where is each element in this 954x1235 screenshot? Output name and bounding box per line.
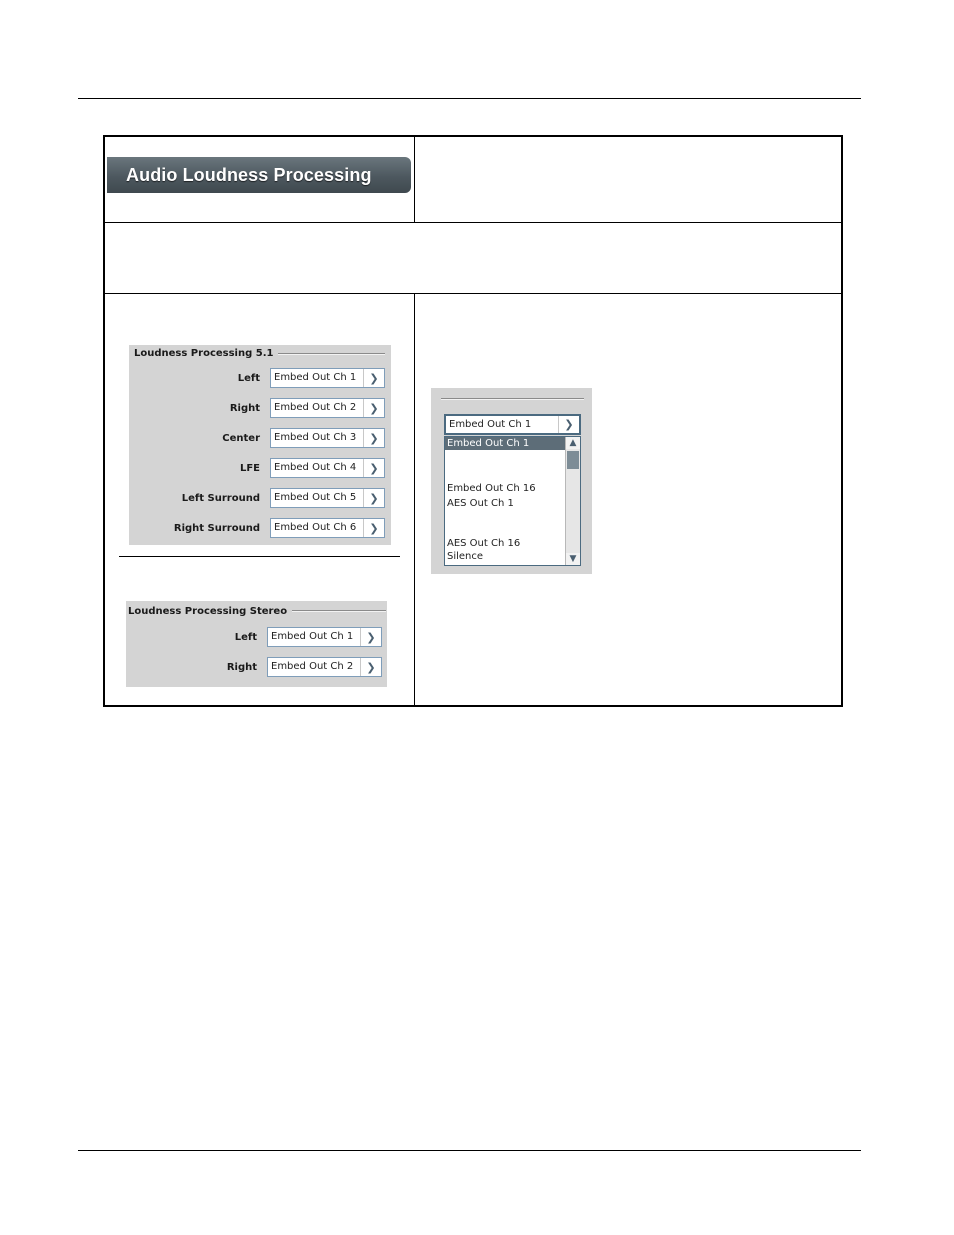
output-channel-select[interactable] <box>444 414 581 435</box>
list-item-selected[interactable]: Embed Out Ch 1 <box>445 437 566 450</box>
table-row-divider <box>105 222 841 223</box>
select-value: Embed Out Ch 2 <box>274 402 357 413</box>
chevron-down-icon[interactable]: ❯ <box>360 658 381 676</box>
function-table <box>103 135 843 707</box>
list-item[interactable]: Silence <box>447 551 484 562</box>
select-value: Embed Out Ch 5 <box>274 492 357 503</box>
chevron-down-icon[interactable]: ❯ <box>363 459 384 477</box>
chevron-down-icon[interactable]: ❯ <box>363 429 384 447</box>
left-surround-channel-select[interactable] <box>270 488 385 508</box>
panel-legend: Loudness Processing Stereo <box>128 606 292 617</box>
panel-legend: Loudness Processing 5.1 <box>134 348 278 359</box>
select-value: Embed Out Ch 4 <box>274 462 357 473</box>
row-label-center: Center <box>222 433 260 444</box>
list-item[interactable]: AES Out Ch 1 <box>447 498 514 509</box>
right-surround-channel-select[interactable] <box>270 518 385 538</box>
row-label-right: Right <box>229 403 260 414</box>
scrollbar-thumb[interactable] <box>567 451 579 469</box>
lfe-channel-select[interactable] <box>270 458 385 478</box>
table-row-divider <box>105 293 841 294</box>
section-banner <box>107 157 411 193</box>
scroll-up-icon[interactable]: ▲ <box>566 437 580 449</box>
list-scrollbar[interactable] <box>565 437 580 565</box>
chevron-down-icon[interactable]: ❯ <box>363 399 384 417</box>
select-value: Embed Out Ch 2 <box>271 661 354 672</box>
select-value: Embed Out Ch 1 <box>274 372 357 383</box>
chevron-down-icon[interactable]: ❯ <box>363 489 384 507</box>
row-label-left-surround: Left Surround <box>181 493 260 504</box>
select-value: Embed Out Ch 6 <box>274 522 357 533</box>
chevron-down-icon[interactable]: ❯ <box>363 369 384 387</box>
select-value: Embed Out Ch 1 <box>449 419 532 430</box>
panel-border <box>441 398 584 400</box>
header-rule <box>78 98 861 99</box>
row-label-right: Right <box>226 662 257 673</box>
list-item[interactable]: AES Out Ch 16 <box>447 538 521 549</box>
dropdown-example-panel <box>431 388 592 574</box>
row-label-left: Left <box>237 373 260 384</box>
list-item[interactable]: Embed Out Ch 16 <box>447 483 536 494</box>
center-channel-select[interactable] <box>270 428 385 448</box>
row-label-lfe: LFE <box>239 463 260 474</box>
table-column-divider <box>414 293 415 705</box>
row-label-left: Left <box>234 632 257 643</box>
footer-rule <box>78 1150 861 1151</box>
stereo-left-channel-select[interactable] <box>267 627 382 647</box>
left-channel-select[interactable] <box>270 368 385 388</box>
chevron-down-icon[interactable]: ❯ <box>558 416 579 433</box>
stereo-right-channel-select[interactable] <box>267 657 382 677</box>
chevron-down-icon[interactable]: ❯ <box>363 519 384 537</box>
table-column-divider <box>414 137 415 222</box>
chevron-down-icon[interactable]: ❯ <box>360 628 381 646</box>
select-value: Embed Out Ch 1 <box>271 631 354 642</box>
row-label-right-surround: Right Surround <box>173 523 260 534</box>
loudness-stereo-panel <box>126 601 387 687</box>
scroll-down-icon[interactable]: ▼ <box>566 553 580 565</box>
dropdown-list[interactable] <box>444 436 581 566</box>
panel-separator <box>119 556 400 557</box>
loudness-51-panel <box>129 345 391 545</box>
section-title: Audio Loudness Processing <box>126 164 372 185</box>
select-value: Embed Out Ch 3 <box>274 432 357 443</box>
right-channel-select[interactable] <box>270 398 385 418</box>
